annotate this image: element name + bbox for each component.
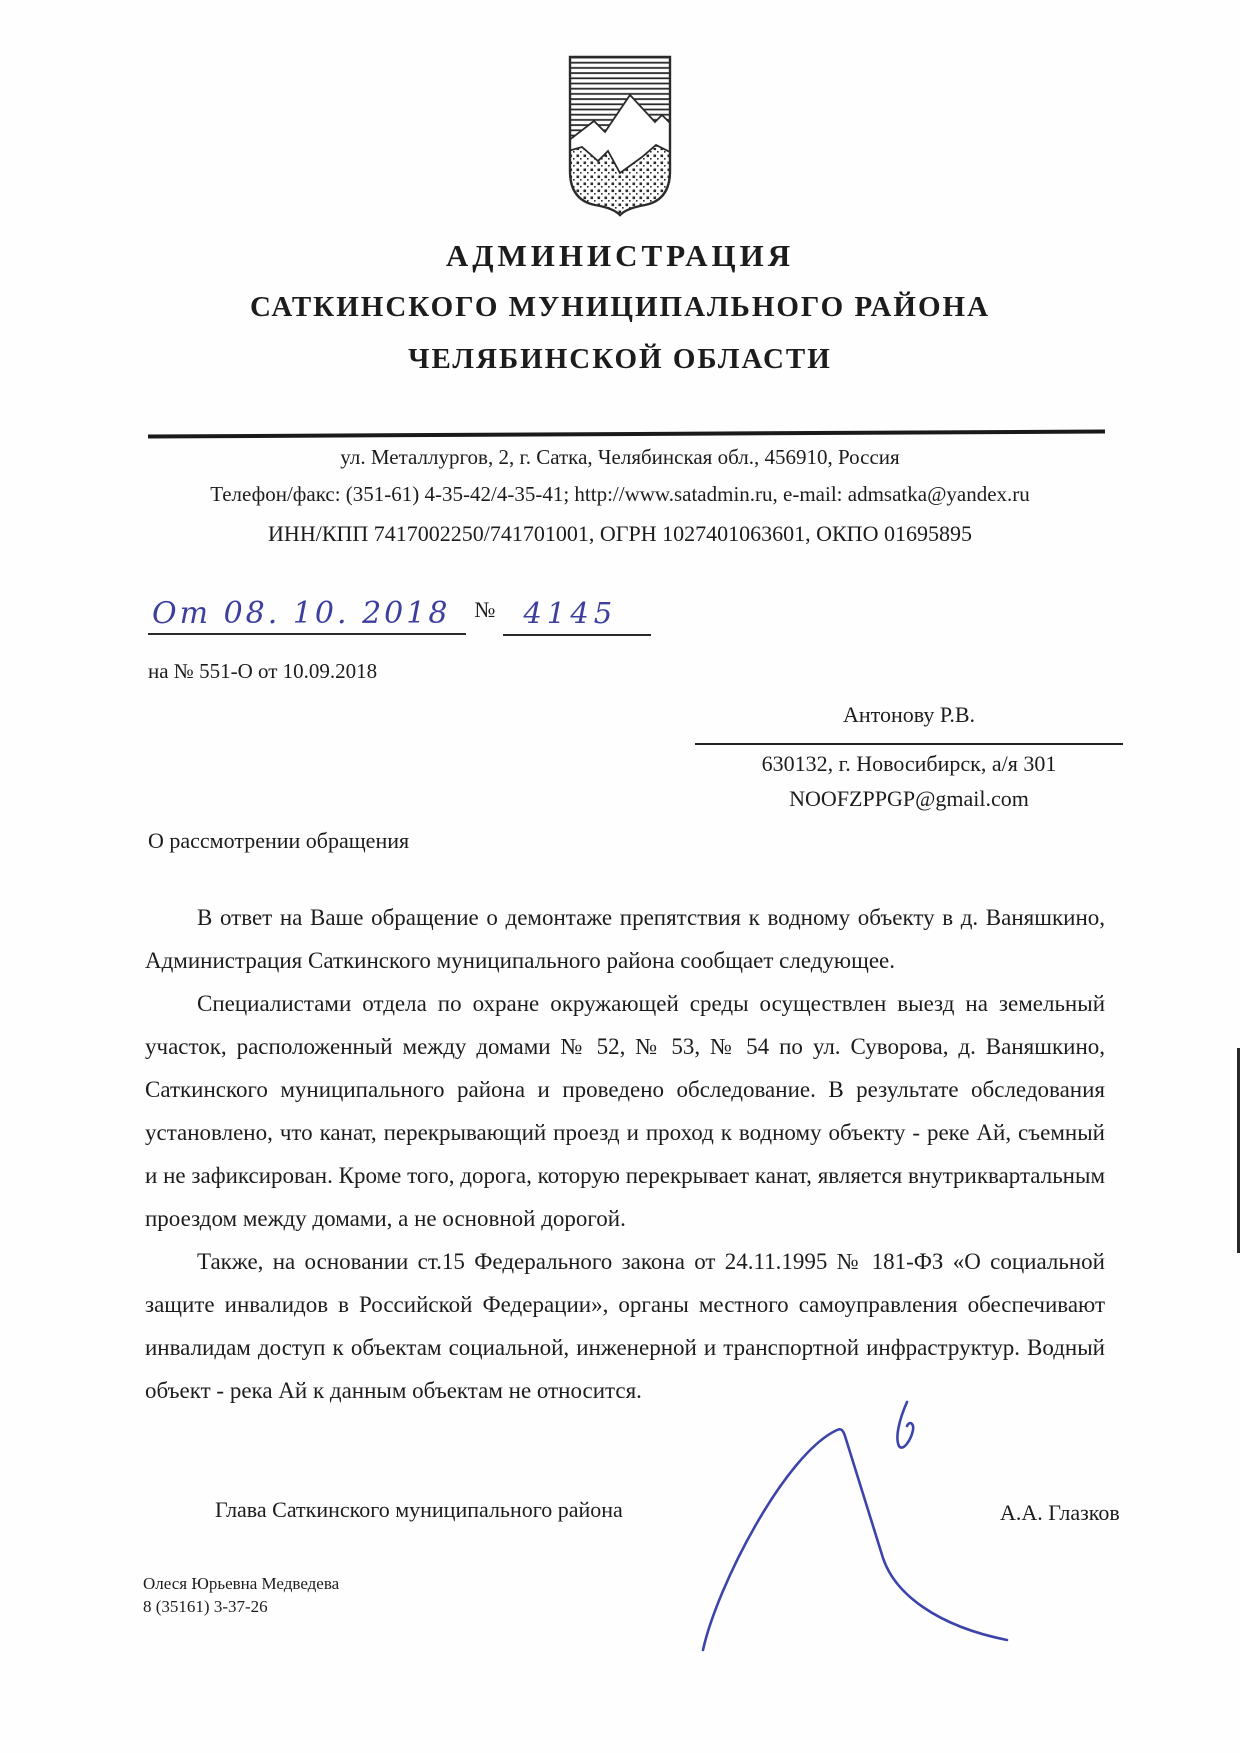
signer-title: Глава Саткинского муниципального района (215, 1497, 623, 1522)
executor-name: Олеся Юрьевна Медведева (143, 1574, 340, 1593)
executor-phone: 8 (35161) 3-37-26 (143, 1597, 268, 1616)
outgoing-reference-row (148, 596, 651, 636)
outgoing-date-handwritten: От 08. 10. 2018 (148, 596, 466, 635)
outgoing-number-handwritten: 4145 (503, 596, 651, 636)
signer-name: А.А. Глазков (1000, 1500, 1120, 1525)
org-name-line1: АДМИНИСТРАЦИЯ (445, 238, 795, 273)
org-name-line3: ЧЕЛЯБИНСКОЙ ОБЛАСТИ (408, 343, 832, 375)
recipient-block (695, 702, 1123, 812)
reply-to-reference: на № 551-О от 10.09.2018 (148, 659, 378, 683)
signature-ink-stroke (655, 1388, 1035, 1663)
letter-subject: О рассмотрении обращения (148, 828, 410, 853)
org-address: ул. Металлургов, 2, г. Сатка, Челябинская обл., 456910, Россия (340, 445, 900, 469)
letterhead-divider (148, 429, 1105, 438)
body-paragraph-1: В ответ на Ваше обращение о демонтаже препятствия к водному объекту в д. Ваняшкино, Администрация Саткинского муниципального района сообщает следующее. (145, 905, 1105, 973)
number-sign: № (474, 597, 496, 622)
body-paragraph-2: Специалистами отдела по охране окружающей среды осуществлен выезд на земельный участок, расположенный между домами № 52, № 53, № 54 по ул. Суворова, д. Ваняшкино, Саткинского муниципального района и проведено обследование. В результате обследования установлено, что канат, перекрывающий проезд и проход к водному объекту - реке Ай, съемный и не зафиксирован. Кроме того, дорога, которую перекрывает канат, является внутриквартальным проездом между домами, а не основной дорогой. (145, 991, 1105, 1231)
letter-body (145, 896, 1105, 1412)
body-paragraph-3: Также, на основании ст.15 Федерального закона от 24.11.1995 № 181-ФЗ «О социальной защите инвалидов в Российской Федерации», органы местного самоуправления обеспечивают инвалидам доступ к объектам социальной, инженерной и транспортной инфраструктур. Водный объект - река Ай к данным объектам не относится. (145, 1249, 1105, 1403)
org-name-line2: САТКИНСКОГО МУНИЦИПАЛЬНОГО РАЙОНА (249, 291, 991, 323)
recipient-address: 630132, г. Новосибирск, а/я 301 (695, 743, 1123, 777)
recipient-email: NOOFZPPGP@gmail.com (789, 786, 1029, 811)
org-registration-ids: ИНН/КПП 7417002250/741701001, ОГРН 1027401063601, ОКПО 01695895 (268, 521, 972, 546)
recipient-name: Антонову Р.В. (842, 702, 976, 727)
coat-of-arms-icon (568, 55, 672, 217)
executor-block (143, 1572, 339, 1618)
org-contacts: Телефон/факс: (351-61) 4-35-42/4-35-41; http://www.satadmin.ru, e-mail: admsatka@yandex.ru (210, 482, 1030, 506)
